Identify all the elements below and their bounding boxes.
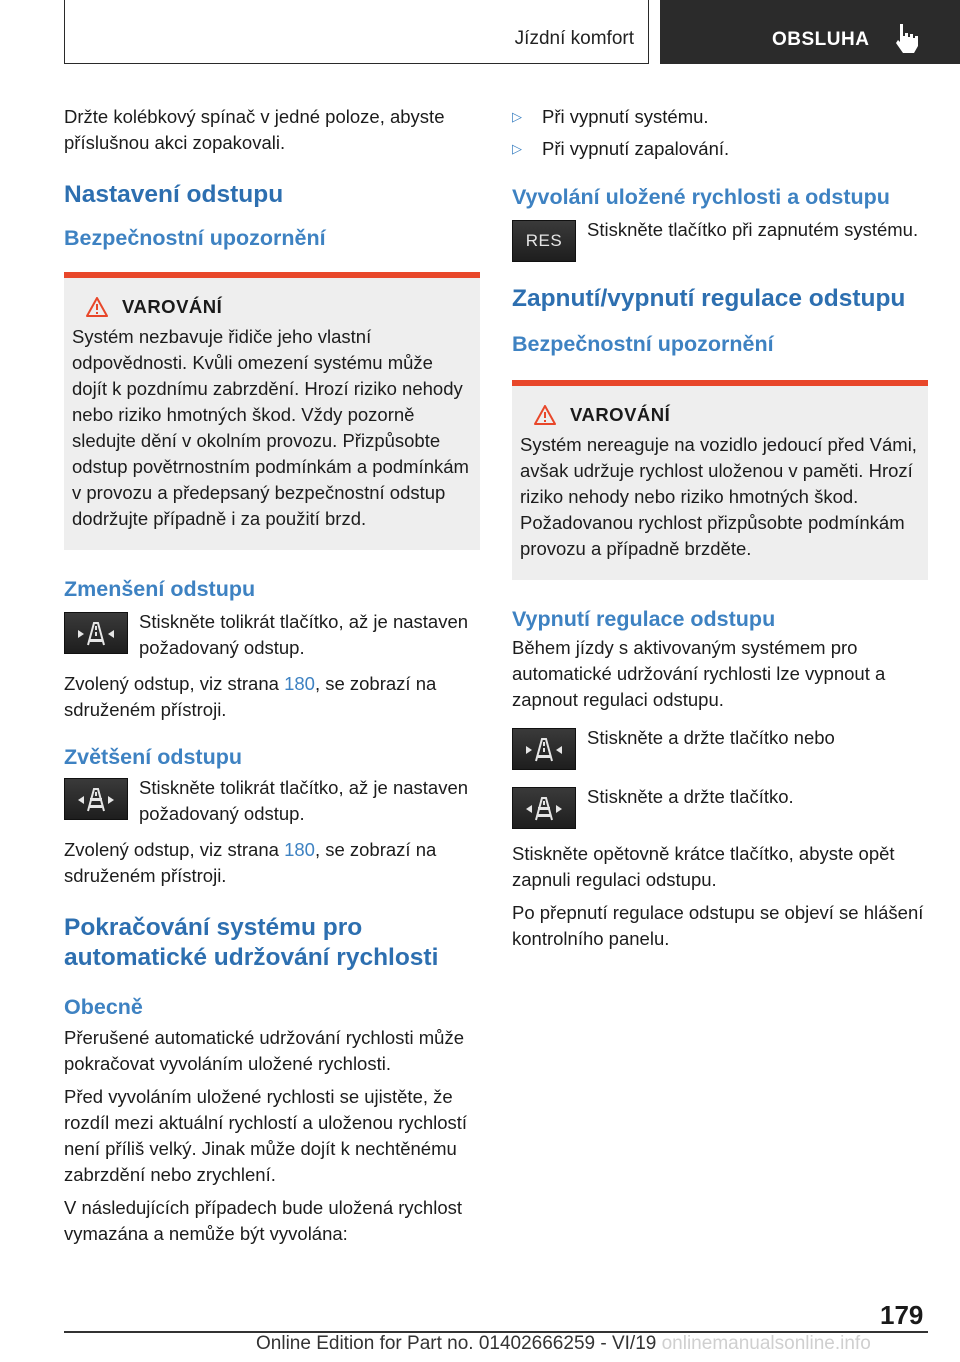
heading-vyvolani: Vyvolání uložené rychlosti a odstupu: [512, 185, 890, 209]
vypnuti-button-row-2: [512, 784, 928, 829]
warning-title-left: VAROVÁNÍ: [122, 296, 223, 317]
header-chapter-tab: [660, 0, 960, 64]
res-button-label: RES: [525, 231, 563, 250]
page-link-180[interactable]: 180: [284, 839, 315, 860]
heading-pokracovani: Pokračování systému pro automatické udržování rychlosti: [64, 914, 439, 971]
warning-text-right: Systém nereaguje na vozidlo jedoucí před Vámi, avšak udržuje rychlost uloženou v paměti. Hrozí riziko nehody nebo riziko hmotných škod. Požadovanou rychlost přizpůsobte podmínkám provozu a případně brzděte.: [520, 434, 917, 559]
zvetseni-button-row: [64, 775, 480, 827]
intro-text: Držte kolébkový spínač v jedné poloze, abyste příslušnou akci zopakovali.: [64, 106, 445, 153]
warning-triangle-icon: [534, 405, 556, 425]
bullet-item: ▷ Při vypnutí systému.: [512, 104, 928, 130]
page-number: 179: [880, 1300, 924, 1330]
distance-increase-icon: [512, 787, 576, 829]
obecne-paragraph-3: V následujících případech bude uložená rychlost vymazána a nemůže být vyvolána:: [64, 1197, 463, 1244]
res-button-row: [512, 217, 928, 262]
zmenseni-button-row: [64, 609, 480, 661]
heading-zmenseni: Zmenšení odstupu: [64, 577, 256, 601]
distance-decrease-icon: [64, 612, 128, 654]
heading-zvetseni: Zvětšení odstupu: [64, 745, 242, 769]
opet-paragraph: Stiskněte opětovně krátce tlačítko, abyste opět zapnuli regulaci odstupu.: [512, 843, 895, 890]
warning-text-left: Systém nezbavuje řidiče jeho vlastní odpovědnosti. Kvůli omezení systému může dojít k pozdnímu zabrzdění. Hrozí riziko nehody nebo riziko hmotných škod. Vždy pozorně sledujte dění v okolním provozu. Přizpůsobte odstup povětrnostním podmínkám a podmínkám v provozu a předepsaný bezpečnostní odstup dodržujte případně i za použití brzd.: [72, 326, 469, 529]
obecne-paragraph-1: Přerušené automatické udržování rychlosti může pokračovat vyvoláním uložené rychlosti.: [64, 1027, 464, 1074]
warning-box-left: [64, 272, 480, 550]
distance-increase-icon: [64, 778, 128, 820]
left-column: [64, 104, 480, 1247]
heading-bezpecnostni-right: Bezpečnostní upozornění: [512, 332, 774, 356]
footer-watermark: onlinemanualsonline.info: [661, 1333, 871, 1354]
heading-bezpecnostni-left: Bezpečnostní upozornění: [64, 226, 326, 250]
res-button-image: [512, 220, 576, 262]
bullet-item: ▷ Při vypnutí zapalování.: [512, 136, 928, 162]
header-section-box: [64, 0, 649, 64]
footer-edition: Online Edition for Part no. 01402666259 - VI/19 onlinemanualsonline.info: [256, 1333, 871, 1354]
warning-title-right: VAROVÁNÍ: [570, 404, 671, 425]
warning-triangle-icon: [86, 297, 108, 317]
res-button-text: Stiskněte tlačítko při zapnutém systému.: [587, 219, 919, 240]
zvetseni-ref: Zvolený odstup, viz strana 180, se zobrazí na sdruženém přístroji.: [64, 839, 437, 886]
distance-decrease-icon: [512, 728, 576, 770]
triangle-bullet-icon: ▷: [512, 141, 522, 156]
vypnuti-button-row-1: [512, 725, 928, 770]
page-link-180[interactable]: 180: [284, 673, 315, 694]
header-section-title: Jízdní komfort: [514, 28, 634, 49]
zvetseni-button-text: Stiskněte tolikrát tlačítko, až je nastaven požadovaný odstup.: [139, 777, 469, 824]
zmenseni-button-text: Stiskněte tolikrát tlačítko, až je nastaven požadovaný odstup.: [139, 611, 469, 658]
pointing-hand-icon: [892, 22, 920, 56]
heading-vypnuti: Vypnutí regulace odstupu: [512, 607, 776, 631]
vypnuti-paragraph: Během jízdy s aktivovaným systémem pro automatické udržování rychlosti lze vypnout a zapnout regulaci odstupu.: [512, 637, 886, 710]
warning-box-right: [512, 380, 928, 580]
heading-obecne: Obecně: [64, 995, 143, 1019]
heading-zapnuti: Zapnutí/vypnutí regulace odstupu: [512, 285, 906, 312]
zmenseni-ref: Zvolený odstup, viz strana 180, se zobrazí na sdruženém přístroji.: [64, 673, 437, 720]
right-column: [512, 104, 928, 952]
header-chapter-title: OBSLUHA: [772, 29, 870, 50]
heading-nastaveni: Nastavení odstupu: [64, 181, 284, 208]
obecne-paragraph-2: Před vyvoláním uložené rychlosti se ujistěte, že rozdíl mezi aktuální rychlostí a uloženou rychlostí není příliš velký. Jinak může dojít k nechtěnému zabrzdění nebo zrychlení.: [64, 1086, 468, 1185]
vypnuti-button-text-2: Stiskněte a držte tlačítko.: [587, 786, 794, 807]
vypnuti-button-text-1: Stiskněte a držte tlačítko nebo: [587, 727, 835, 748]
triangle-bullet-icon: ▷: [512, 109, 522, 124]
prepnuti-paragraph: Po přepnutí regulace odstupu se objeví se hlášení kontrolního panelu.: [512, 902, 924, 949]
